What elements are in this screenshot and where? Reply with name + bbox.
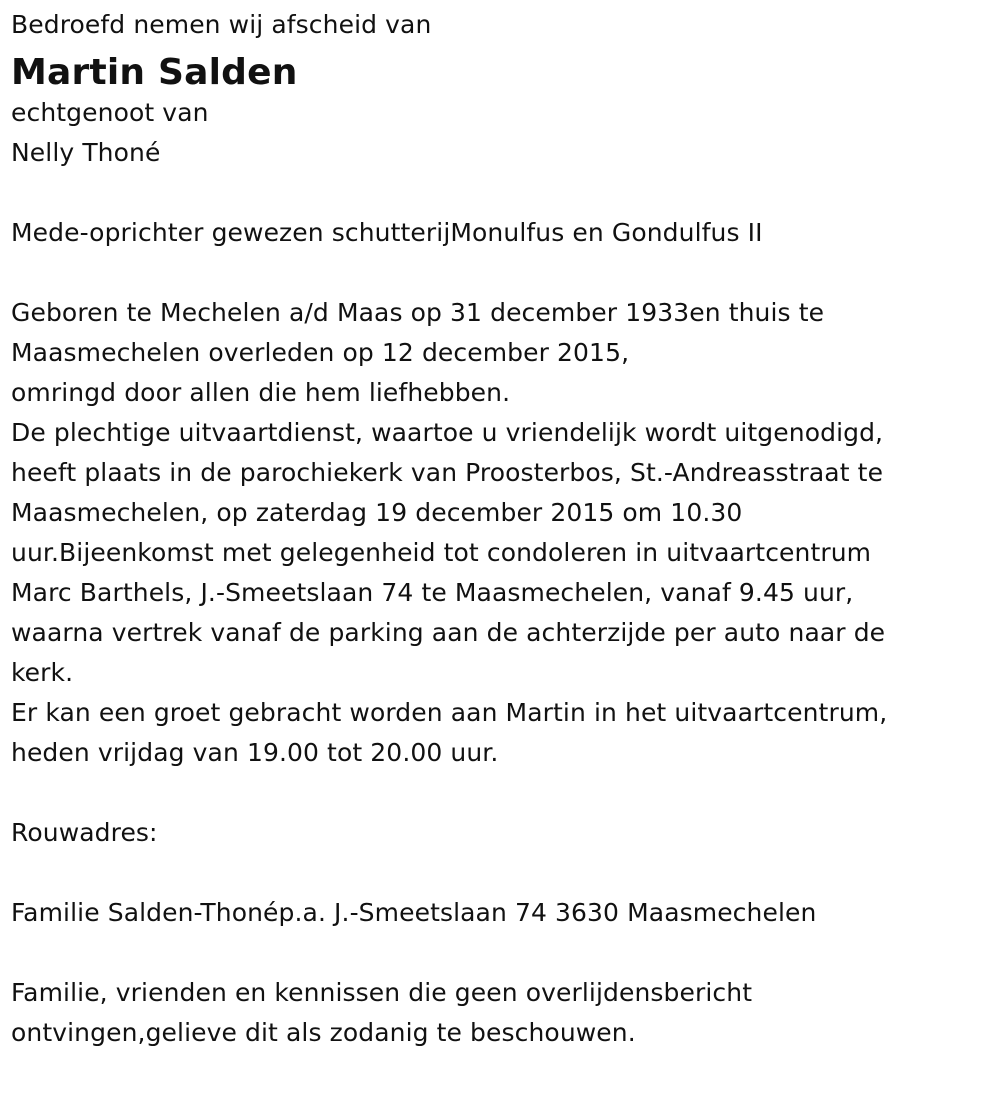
spacer <box>11 173 986 213</box>
spouse-name: Nelly Thoné <box>11 138 161 167</box>
details-line: heeft plaats in de parochiekerk van Proosterbos, St.-Andreasstraat te <box>11 458 884 487</box>
spacer <box>11 253 986 293</box>
intro-text: Bedroefd nemen wij afscheid van <box>11 10 432 39</box>
address-label: Rouwadres: <box>11 818 158 847</box>
deceased-name: Martin Salden <box>11 52 298 93</box>
details-line: omringd door allen die hem liefhebben. <box>11 378 511 407</box>
details-line: Geboren te Mechelen a/d Maas op 31 december 1933en thuis te <box>11 298 825 327</box>
details-line: waarna vertrek vanaf de parking aan de achterzijde per auto naar de <box>11 618 886 647</box>
details-line: Marc Barthels, J.-Smeetslaan 74 te Maasmechelen, vanaf 9.45 uur, <box>11 578 854 607</box>
address-text: Familie Salden-Thonép.a. J.-Smeetslaan 74 3630 Maasmechelen <box>11 898 817 927</box>
death-notice <box>11 0 986 1053</box>
spacer <box>11 773 986 813</box>
details-line: Maasmechelen, op zaterdag 19 december 2015 om 10.30 <box>11 498 743 527</box>
details-line: De plechtige uitvaartdienst, waartoe u vriendelijk wordt uitgenodigd, <box>11 418 884 447</box>
relation-text: echtgenoot van <box>11 98 209 127</box>
details-line: uur.Bijeenkomst met gelegenheid tot condoleren in uitvaartcentrum <box>11 538 872 567</box>
details-line: Er kan een groet gebracht worden aan Martin in het uitvaartcentrum, <box>11 698 888 727</box>
role-text: Mede-oprichter gewezen schutterijMonulfus en Gondulfus II <box>11 218 763 247</box>
spacer <box>11 853 986 893</box>
closing-line: ontvingen,gelieve dit als zodanig te beschouwen. <box>11 1018 636 1047</box>
details-line: Maasmechelen overleden op 12 december 2015, <box>11 338 630 367</box>
details-line: heden vrijdag van 19.00 tot 20.00 uur. <box>11 738 499 767</box>
closing-line: Familie, vrienden en kennissen die geen overlijdensbericht <box>11 978 753 1007</box>
details-line: kerk. <box>11 658 74 687</box>
closing-paragraph <box>11 973 986 1053</box>
spacer <box>11 933 986 973</box>
details-paragraph <box>11 293 986 773</box>
